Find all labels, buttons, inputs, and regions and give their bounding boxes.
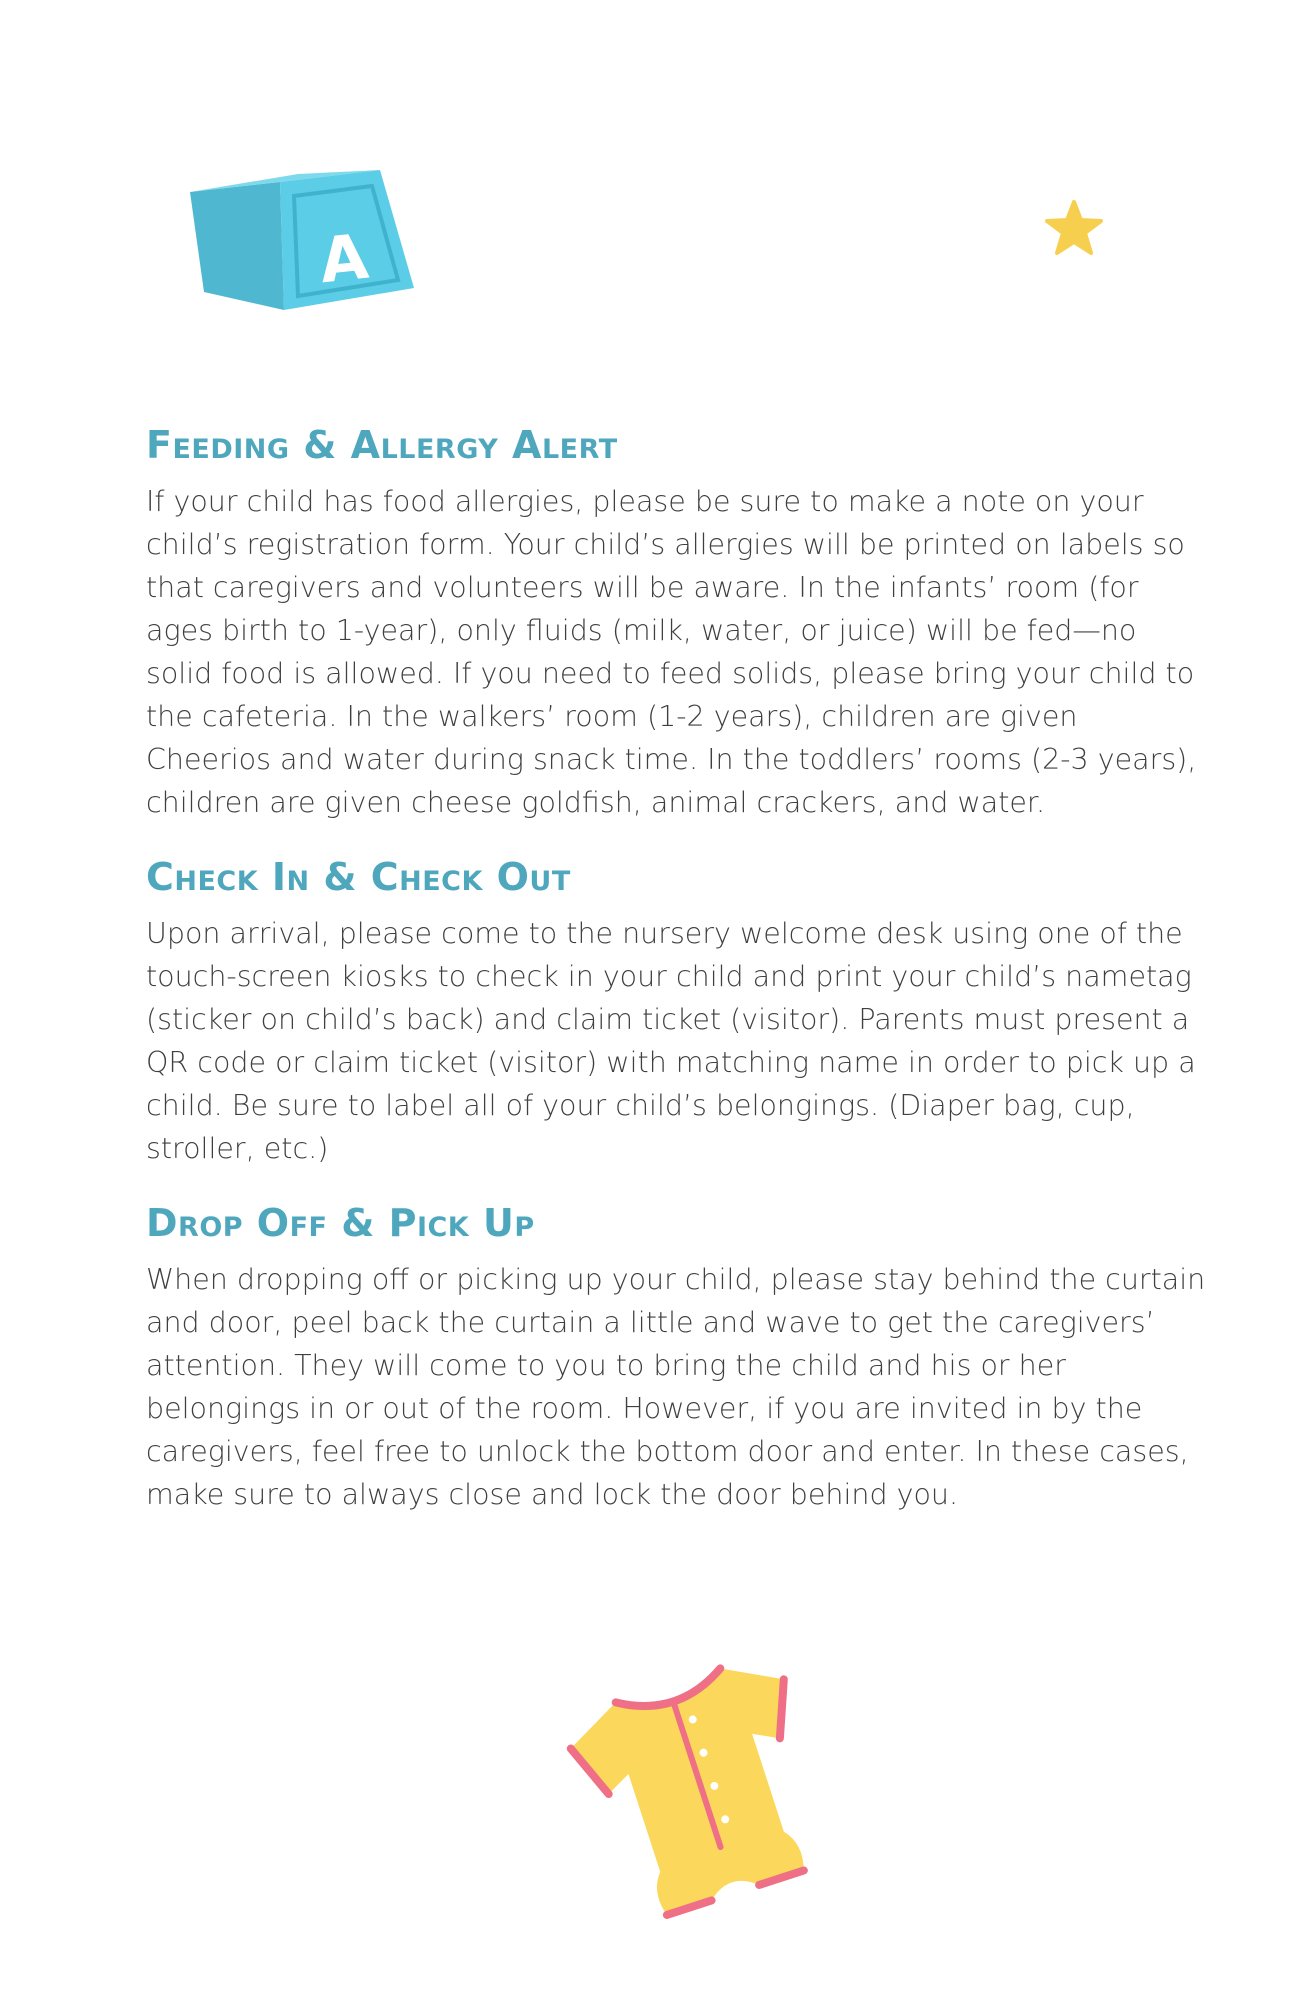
section-body: Upon arrival, please come to the nursery welcome desk using one of the touch-screen kiosks to check in your child and print your child’s nametag (sticker on child’s back) and claim ticket (visitor). Parents must present a QR code or claim ticket (visitor) with matching name in order to pick up a child. Be sure to label all of your child’s belongings. (Diaper bag, cup, stroller, etc.) [146, 917, 1196, 1165]
main-content [146, 420, 1206, 1544]
star-icon [1045, 200, 1103, 256]
section-check-in-out [146, 852, 1206, 1170]
section-body: If your child has food allergies, please be sure to make a note on your child’s registration form. Your child’s allergies will be printed on labels so that caregivers and volunteers will be aware. In the infants’ room (for ages birth to 1-year), only fluids (milk, water, or juice) will be fed—no solid food is allowed. If you need to feed solids, please bring your child to the cafeteria. In the walkers’ room (1-2 years), children are given Cheerios and water during snack time. In the toddlers’ rooms (2-3 years), children are given cheese goldfish, animal crackers, and water. [146, 485, 1197, 819]
section-drop-off-pick-up [146, 1198, 1206, 1516]
section-body: When dropping off or picking up your child, please stay behind the curtain and door, peel back the curtain a little and wave to get the caregivers’ attention. They will come to you to bring the child and his or her belongings in or out of the room. However, if you are invited in by the caregivers, feel free to unlock the bottom door and enter. In these cases, make sure to always close and lock the door behind you. [146, 1263, 1206, 1511]
alphabet-block-icon [182, 160, 422, 330]
section-title: Check In & Check Out [146, 855, 571, 899]
block-side-face [190, 182, 284, 310]
section-title: Feeding & Allergy Alert [146, 423, 618, 467]
section-title: Drop Off & Pick Up [146, 1201, 535, 1245]
section-feeding-allergy [146, 420, 1206, 824]
block-letter: A [316, 219, 372, 298]
baby-onesie-icon [552, 1640, 852, 1940]
